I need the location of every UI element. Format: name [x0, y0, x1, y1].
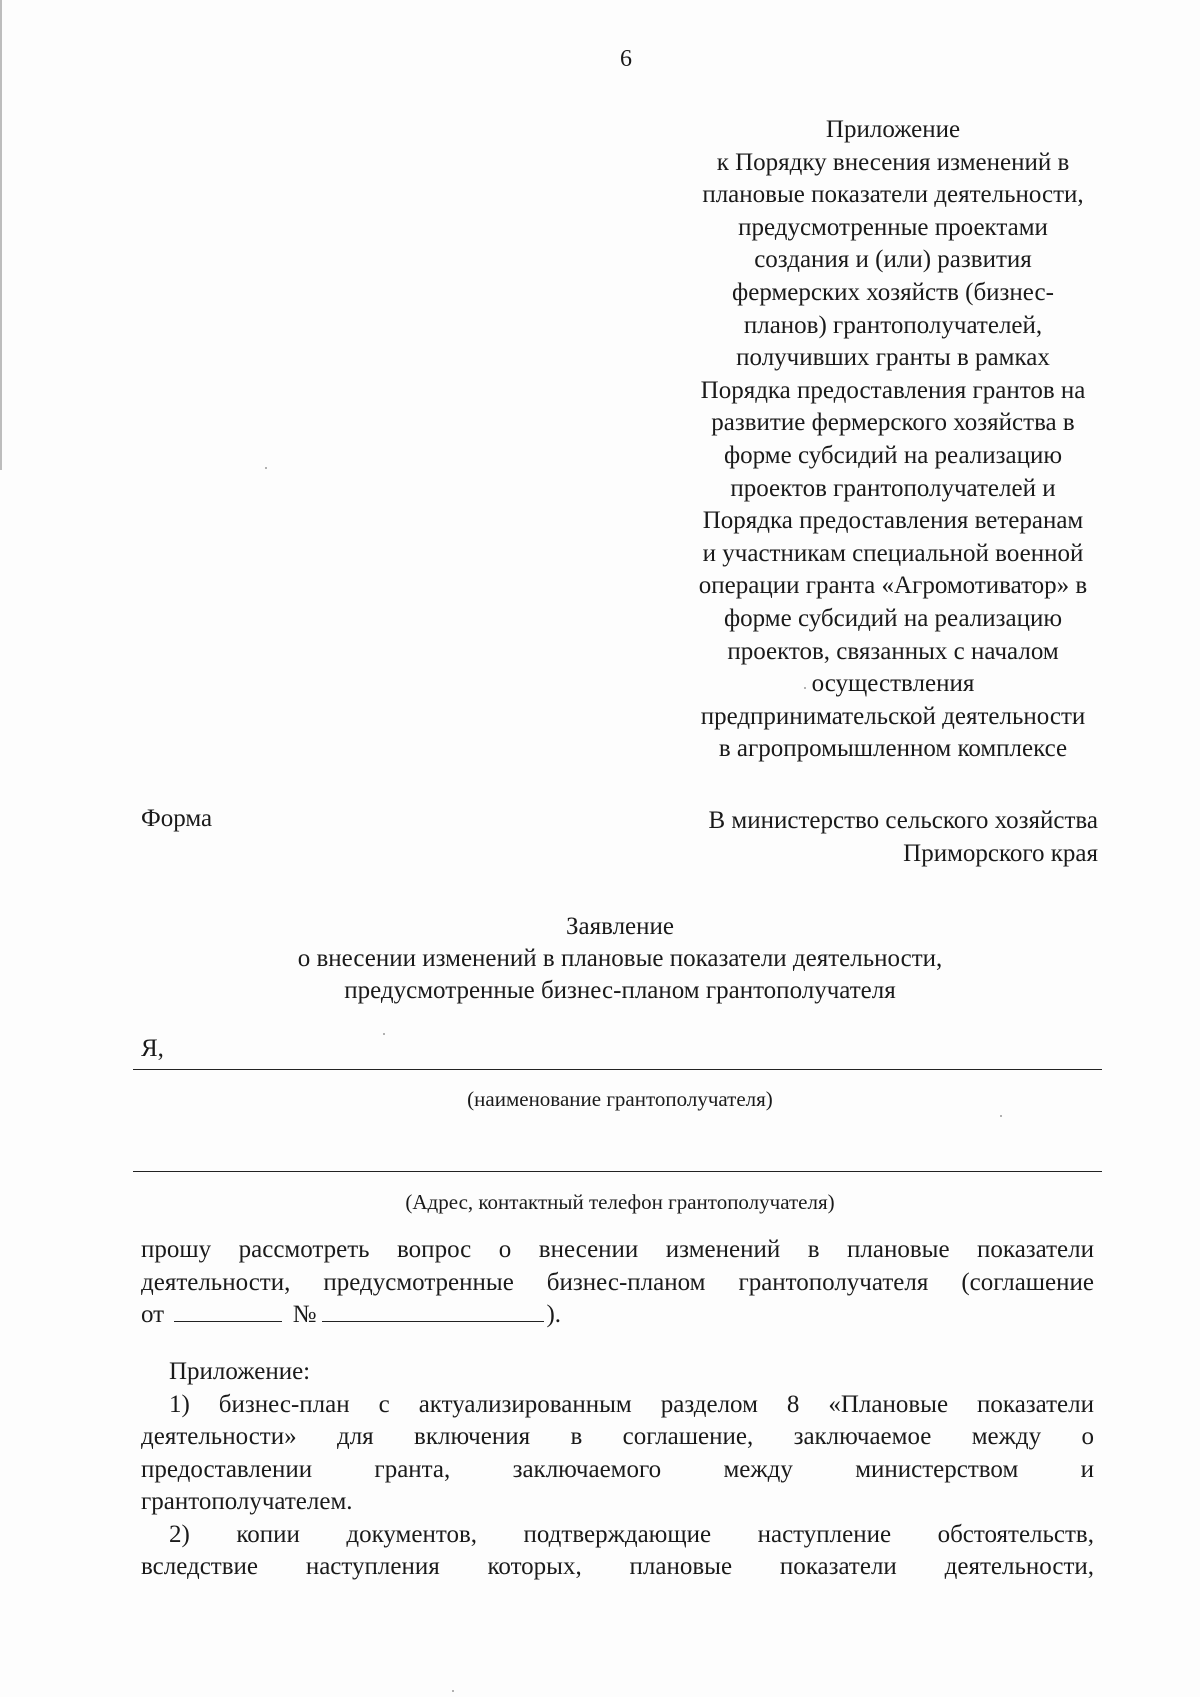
appendix-line-8: получивших гранты в рамках [736, 344, 1050, 372]
ya-label: Я, [141, 1035, 164, 1062]
appendix-line-15: операции гранта «Агромотиватор» в [698, 572, 1088, 600]
agreement-number-blank [322, 1299, 544, 1322]
request-line-1: прошу рассмотреть вопрос о внесении изменений в плановые показатели [141, 1236, 1094, 1263]
scan-speck [265, 467, 267, 469]
title-line-1: Заявление [565, 913, 675, 940]
appendix-line-14: и участникам специальной военной [702, 539, 1084, 567]
grantee-address-field-line [133, 1171, 1102, 1172]
request-line-3-suffix: ). [546, 1301, 562, 1328]
appendix-line-18: осуществления [811, 670, 975, 698]
attachment-1-line-2: деятельности» для включения в соглашение, заключаемое между о [141, 1423, 1094, 1450]
attachment-1-line-1: 1) бизнес-план с актуализированным разделом 8 «Плановые показатели [169, 1390, 1094, 1418]
addressee-line-2: Приморского края [903, 840, 1098, 867]
attachments-section [141, 1356, 1094, 1584]
appendix-line-11: форме субсидий на реализацию [723, 441, 1063, 469]
appendix-line-13: Порядка предоставления ветеранам [702, 507, 1084, 535]
addressee [708, 804, 1098, 870]
appendix-line-5: создания и (или) развития [754, 246, 1032, 274]
request-line-3 [141, 1299, 1094, 1332]
page-number: 6 [620, 46, 632, 72]
request-from-label: от [141, 1301, 165, 1328]
appendix-line-12: проектов грантополучателей и [730, 474, 1056, 502]
appendix-line-2: к Порядку внесения изменений в [716, 148, 1070, 176]
form-label: Форма [141, 805, 213, 832]
document-title [0, 911, 1200, 1007]
attachment-2-line-2: вследствие наступления которых, плановые показатели деятельности, [141, 1553, 1094, 1580]
addressee-line-1: В министерство сельского хозяйства [708, 807, 1098, 834]
agreement-date-blank [174, 1299, 282, 1322]
scan-speck [1000, 1115, 1002, 1117]
appendix-header [650, 114, 1136, 766]
request-line-2: деятельности, предусмотренные бизнес-планом грантополучателя (соглашение [141, 1268, 1094, 1296]
title-line-3: предусмотренные бизнес-планом грантополучателя [344, 977, 896, 1004]
appendix-line-20: в агропромышленном комплексе [718, 735, 1068, 763]
appendix-line-9: Порядка предоставления грантов на [700, 376, 1086, 404]
appendix-line-4: предусмотренные проектами [738, 213, 1048, 241]
appendix-line-19: предпринимательской деятельности [700, 702, 1086, 730]
appendix-line-3: плановые показатели деятельности, [702, 181, 1084, 209]
attachments-heading: Приложение: [169, 1358, 311, 1385]
request-paragraph [141, 1234, 1094, 1332]
number-sign: № [292, 1301, 317, 1328]
appendix-line-17: проектов, связанных с началом [727, 637, 1059, 665]
attachment-1-line-4: грантополучателем. [141, 1488, 353, 1515]
grantee-name-field-line [133, 1069, 1102, 1070]
appendix-line-10: развитие фермерского хозяйства в [711, 409, 1075, 437]
grantee-address-caption: (Адрес, контактный телефон грантополучателя) [405, 1190, 835, 1214]
appendix-line-6: фермерских хозяйств (бизнес- [732, 278, 1054, 306]
appendix-line-1: Приложение [825, 116, 961, 143]
title-line-2: о внесении изменений в плановые показатели деятельности, [297, 945, 943, 972]
appendix-line-7: планов) грантополучателей, [743, 311, 1043, 339]
scan-speck [452, 1690, 454, 1692]
scan-speck [383, 1033, 385, 1035]
attachment-1-line-3: предоставлении гранта, заключаемого между министерством и [141, 1455, 1094, 1483]
attachment-2-line-1: 2) копии документов, подтверждающие наступление обстоятельств, [169, 1520, 1094, 1548]
grantee-name-caption: (наименование грантополучателя) [467, 1087, 773, 1111]
appendix-line-16: форме субсидий на реализацию [723, 604, 1063, 632]
scan-speck [804, 687, 806, 689]
